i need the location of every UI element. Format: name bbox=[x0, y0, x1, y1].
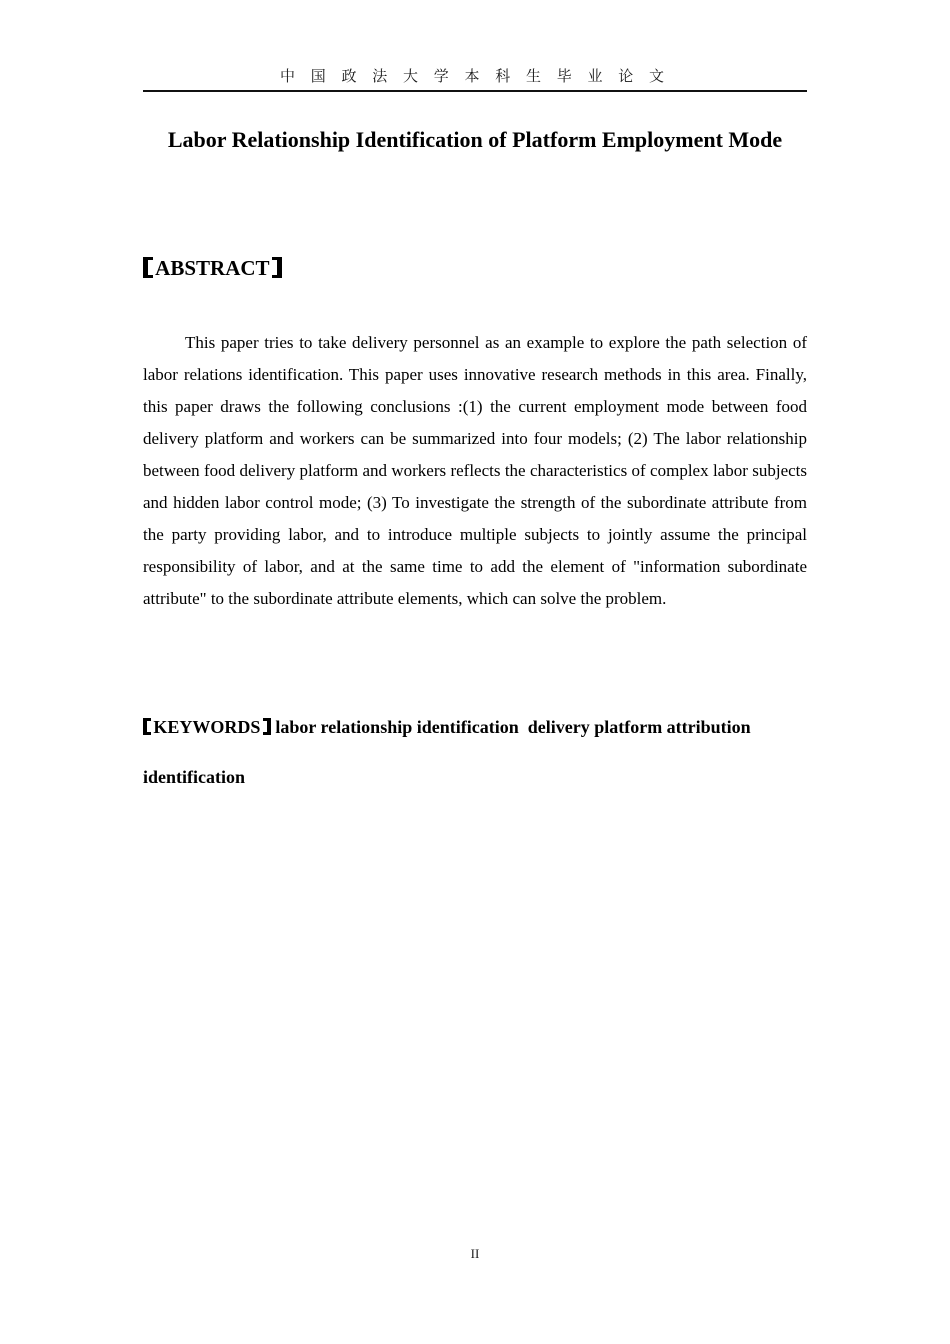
page-footer bbox=[0, 1245, 950, 1263]
lenticular-bracket-left-icon bbox=[143, 257, 153, 278]
lenticular-bracket-right-icon bbox=[263, 718, 271, 736]
lenticular-bracket-right-icon bbox=[272, 257, 282, 278]
keywords-text: labor relationship identification delivery platform attribution identification bbox=[143, 717, 756, 787]
thesis-title: Labor Relationship Identification of Platform Employment Mode bbox=[167, 127, 783, 152]
lenticular-bracket-left-icon bbox=[143, 718, 151, 736]
abstract-paragraph: This paper tries to take delivery personnel as an example to explore the path selection of labor relations identification. This paper uses innovative research methods in this area. Finally, this paper draws the following conclusions :(1) the current employment mode between food delivery platform and workers can be summarized into four models; (2) The labor relationship between food delivery platform and workers reflects the characteristics of complex labor subjects and hidden labor control mode; (3) To investigate the strength of the subordinate attribute from the party providing labor, and to introduce multiple subjects to jointly assume the principal responsibility of labor, and at the same time to add the element of "information subordinate attribute" to the subordinate attribute elements, which can solve the problem. bbox=[143, 333, 807, 608]
abstract-heading bbox=[143, 252, 282, 284]
page-number: II bbox=[470, 1246, 480, 1261]
page-header bbox=[143, 0, 807, 90]
abstract-heading-label: ABSTRACT bbox=[155, 256, 270, 280]
keywords-heading-label: KEYWORDS bbox=[153, 717, 261, 737]
header-rule bbox=[143, 90, 807, 92]
keywords-paragraph bbox=[143, 702, 807, 802]
header-institution-text: 中 国 政 法 大 学 本 科 生 毕 业 论 文 bbox=[279, 69, 670, 85]
